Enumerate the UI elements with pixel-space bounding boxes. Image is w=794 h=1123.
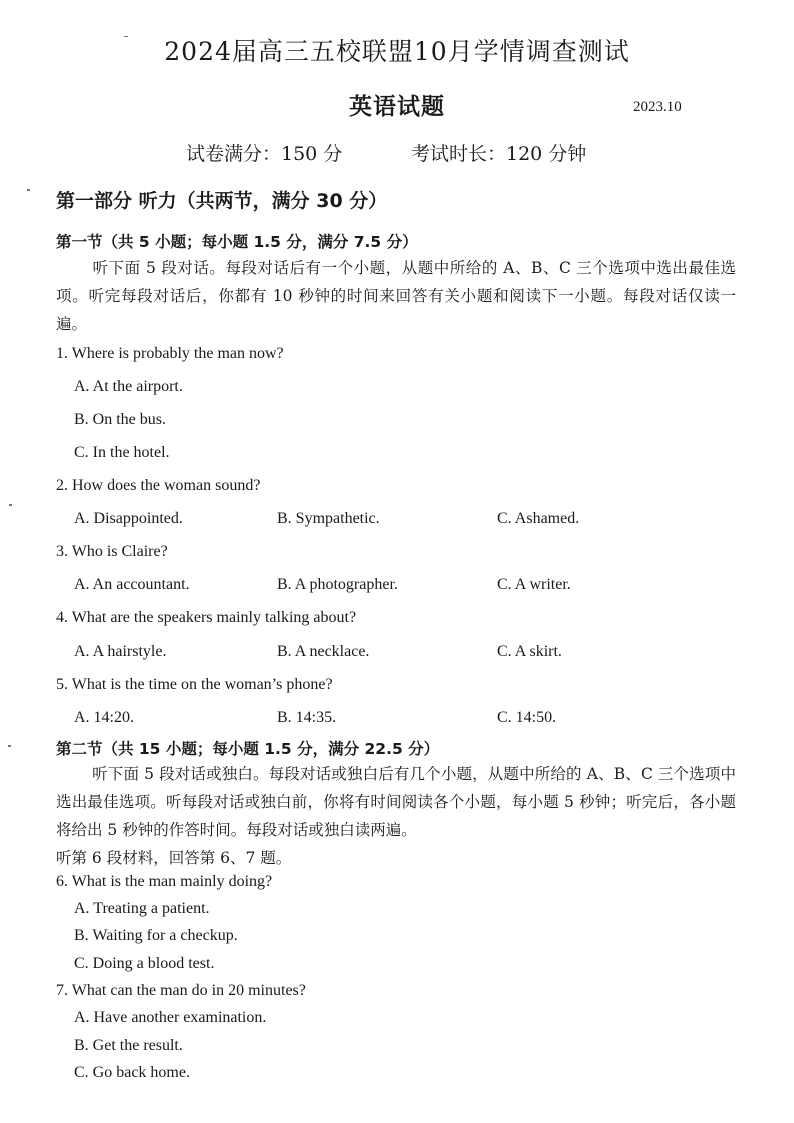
- section1-instructions-text: 听下面 5 段对话。每段对话后有一个小题，从题中所给的 A、B、C 三个选项中选出最佳选项。听完每段对话后，你都有 10 秒钟的时间来回答有关小题和阅读下一小题。每段对话仅读一遍。: [56, 259, 736, 333]
- option-c: C. Doing a blood test.: [74, 955, 215, 972]
- option-a: A. At the airport.: [74, 378, 183, 395]
- exam-date: 2023.10: [633, 99, 682, 115]
- option-a: A. 14:20.: [74, 709, 134, 726]
- question-stem: 4. What are the speakers mainly talking about?: [56, 609, 357, 626]
- option-b: B. Sympathetic.: [277, 510, 380, 527]
- option-b: B. Get the result.: [74, 1037, 183, 1054]
- section2-instructions-text: 听下面 5 段对话或独白。每段对话或独白后有几个小题，从题中所给的 A、B、C 三个选项中选出最佳选项。听每段对话或独白前，你将有时间阅读各个小题，每小题 5 秒钟；听完后，各小题将给出 5 秒钟的作答时间。每段对话或独白读两遍。: [56, 765, 736, 839]
- question-stem: 1. Where is probably the man now?: [56, 345, 284, 362]
- option-a: A. A hairstyle.: [74, 643, 167, 660]
- option-a: A. An accountant.: [74, 576, 190, 593]
- subject-title: 英语试题: [349, 94, 445, 120]
- scan-speck: [8, 745, 11, 747]
- exam-duration: 考试时长：120 分钟: [411, 143, 587, 165]
- section2-title: 第二节（共 15 小题；每小题 1.5 分，满分 22.5 分）: [56, 740, 440, 758]
- option-b: B. A photographer.: [277, 576, 398, 593]
- full-score: 试卷满分：150 分: [186, 143, 343, 165]
- question-stem: 2. How does the woman sound?: [56, 477, 261, 494]
- option-a: A. Have another examination.: [74, 1009, 267, 1026]
- question-stem: 7. What can the man do in 20 minutes?: [56, 982, 306, 999]
- section1-title: 第一节（共 5 小题；每小题 1.5 分，满分 7.5 分）: [56, 233, 418, 251]
- option-c: C. In the hotel.: [74, 444, 170, 461]
- material-note: 听第 6 段材料，回答第 6、7 题。: [56, 849, 292, 867]
- option-b: B. Waiting for a checkup.: [74, 927, 238, 944]
- option-b: B. A necklace.: [277, 643, 370, 660]
- option-c: C. Ashamed.: [497, 510, 580, 527]
- option-a: A. Treating a patient.: [74, 900, 210, 917]
- scan-speck: [9, 504, 12, 506]
- option-c: C. A writer.: [497, 576, 571, 593]
- option-c: C. A skirt.: [497, 643, 562, 660]
- section1-instructions: [56, 254, 736, 338]
- part1-title: 第一部分 听力（共两节，满分 30 分）: [56, 190, 388, 212]
- section2-instructions: [56, 760, 736, 872]
- exam-title: 2024届高三五校联盟10月学情调查测试: [164, 37, 630, 66]
- option-c: C. 14:50.: [497, 709, 557, 726]
- option-a: A. Disappointed.: [74, 510, 183, 527]
- question-stem: 6. What is the man mainly doing?: [56, 873, 273, 890]
- question-stem: 3. Who is Claire?: [56, 543, 168, 560]
- scan-speck: [27, 189, 30, 191]
- option-b: B. 14:35.: [277, 709, 337, 726]
- question-stem: 5. What is the time on the woman’s phone?: [56, 676, 333, 693]
- option-c: C. Go back home.: [74, 1064, 190, 1081]
- option-b: B. On the bus.: [74, 411, 166, 428]
